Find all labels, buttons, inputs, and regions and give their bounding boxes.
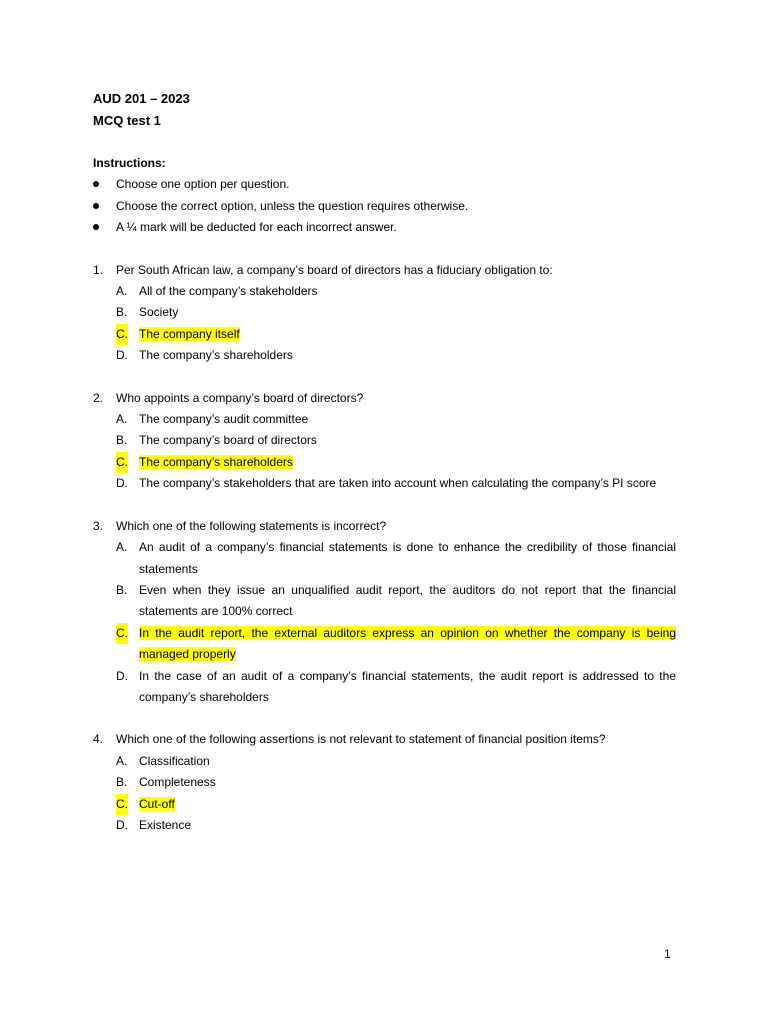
instruction-item: Choose one option per question. (93, 174, 676, 195)
instruction-item: Choose the correct option, unless the question requires otherwise. (93, 196, 676, 217)
option-list (93, 537, 676, 708)
question-number: 1. (93, 262, 104, 277)
page-number: 1 (664, 947, 671, 961)
question-text: Which one of the following assertions is not relevant to statement of financial position items? (116, 732, 606, 747)
option-c-correct: C. In the audit report, the external auditors express an opinion on whether the company is being managed properly (93, 623, 676, 666)
question-stem (93, 516, 676, 537)
question-stem (93, 388, 676, 409)
highlighted-answer: The company itself (139, 326, 240, 341)
question-stem (93, 260, 676, 281)
option-b: B. Completeness (116, 775, 216, 790)
option-d: D. In the case of an audit of a company’s financial statements, the audit report is addressed to the company’s shareholders (116, 668, 676, 704)
question-stem (93, 729, 676, 750)
option-b: B. Even when they issue an unqualified audit report, the auditors do not report that the financial statements are 100% correct (116, 582, 676, 619)
question-number: 2. (93, 390, 104, 405)
bullet-icon (93, 224, 99, 230)
option-c-correct: C. The company’s shareholders (93, 452, 676, 473)
option-a: A. The company’s audit committee (116, 412, 309, 427)
option-a: A. An audit of a company’s financial statements is done to enhance the credibility of those financial statements (116, 540, 676, 576)
highlighted-answer: Cut-off (139, 796, 175, 811)
question-1 (93, 260, 676, 367)
question-number: 4. (93, 732, 104, 747)
option-b: B. Society (116, 305, 179, 320)
highlighted-answer: In the audit report, the external auditors express an opinion on whether the company is being managed properly (139, 625, 676, 662)
option-list (93, 409, 676, 495)
option-a: A. All of the company’s stakeholders (116, 284, 318, 299)
question-2 (93, 388, 676, 495)
instructions-heading: Instructions: (93, 156, 166, 170)
question-text: Who appoints a company’s board of directors? (116, 390, 364, 405)
option-c-correct: C. Cut-off (93, 794, 676, 815)
question-4 (93, 729, 676, 836)
bullet-icon (93, 203, 99, 209)
option-b: B. The company’s board of directors (116, 433, 317, 448)
test-title: MCQ test 1 (93, 113, 161, 128)
option-d: D. Existence (116, 817, 192, 832)
document-page (93, 88, 676, 836)
bullet-icon (93, 181, 99, 187)
question-number: 3. (93, 518, 104, 533)
option-c-correct: C. The company itself (93, 324, 676, 345)
highlighted-answer: The company’s shareholders (139, 454, 293, 469)
question-text: Per South African law, a company’s board of directors has a fiduciary obligation to: (116, 262, 553, 277)
question-3 (93, 516, 676, 709)
option-d: D. The company’s shareholders (116, 348, 293, 363)
question-text: Which one of the following statements is incorrect? (116, 518, 387, 533)
option-d: D. The company’s stakeholders that are taken into account when calculating the company’s PI score (116, 476, 657, 491)
instruction-item: A ¼ mark will be deducted for each incorrect answer. (93, 217, 676, 238)
instructions-list (93, 174, 676, 238)
course-title: AUD 201 – 2023 (93, 91, 190, 106)
option-a: A. Classification (116, 753, 210, 768)
option-list (93, 751, 676, 837)
option-list (93, 281, 676, 367)
